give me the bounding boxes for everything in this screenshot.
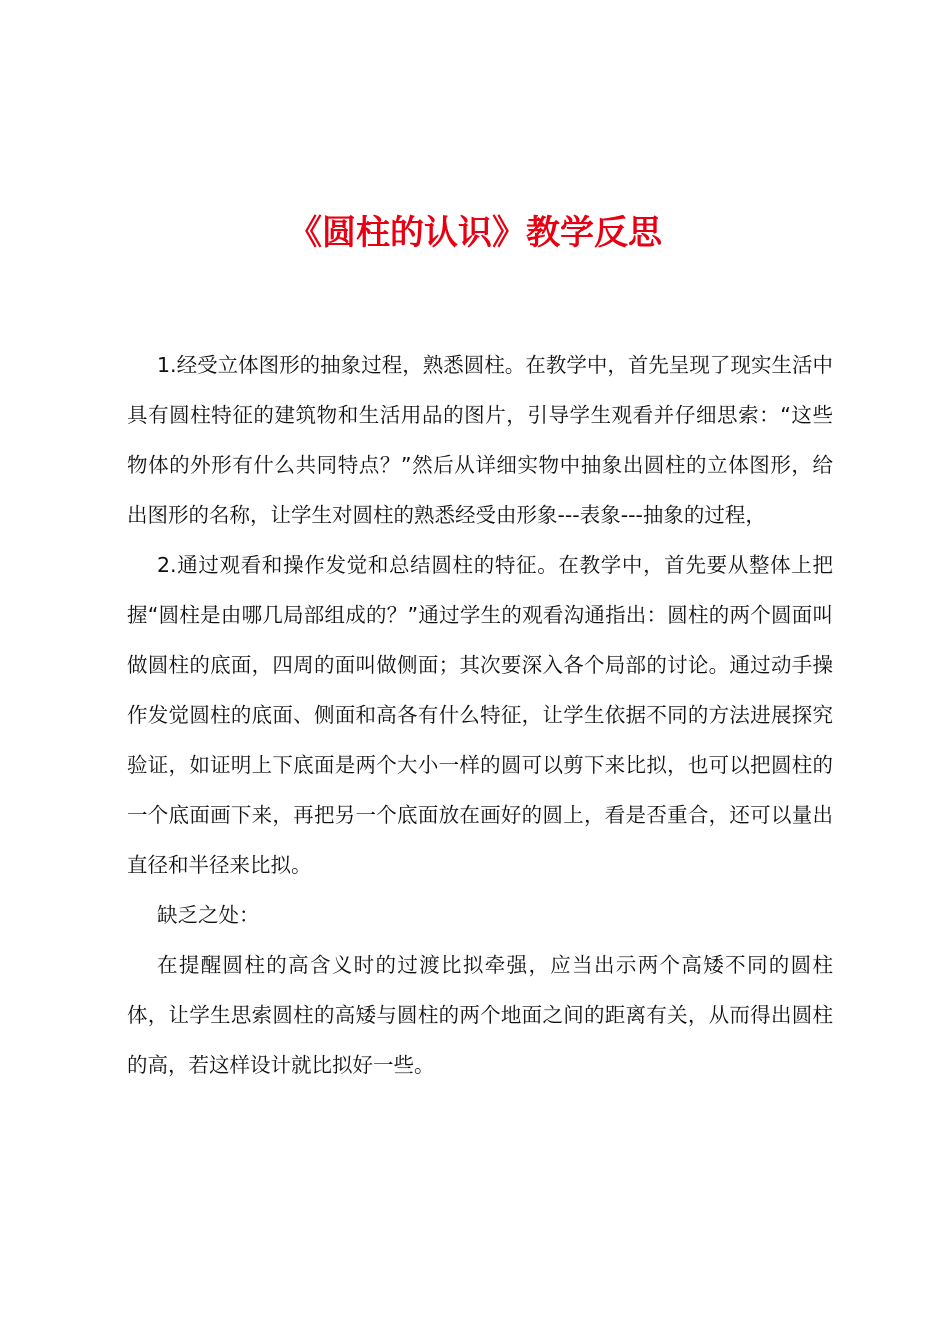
paragraph-shortcomings-heading: 缺乏之处： [157,903,260,927]
paragraph-1: 1.经受立体图形的抽象过程，熟悉圆柱。在教学中，首先呈现了现实生活中具有圆柱特征的建筑物和生活用品的图片，引导学生观看并仔细思索：“这些物体的外形有什么共同特点？”然后从详细实物中抽象出圆柱的立体图形，给出图形的名称，让学生对圆柱的熟悉经受由形象---表象---抽象的过程， [127,353,833,527]
paragraph-2: 2.通过观看和操作发觉和总结圆柱的特征。在教学中，首先要从整体上把握“圆柱是由哪几局部组成的？”通过学生的观看沟通指出：圆柱的两个圆面叫做圆柱的底面，四周的面叫做侧面；其次要深入各个局部的讨论。通过动手操作发觉圆柱的底面、侧面和高各有什么特征，让学生依据不同的方法进展探究验证，如证明上下底面是两个大小一样的圆可以剪下来比拟，也可以把圆柱的一个底面画下来，再把另一个底面放在画好的圆上，看是否重合，还可以量出直径和半径来比拟。 [127,553,833,877]
document-body [127,340,833,1090]
paragraph-3: 在提醒圆柱的高含义时的过渡比拟牵强，应当出示两个高矮不同的圆柱体，让学生思索圆柱的高矮与圆柱的两个地面之间的距离有关，从而得出圆柱的高，若这样设计就比拟好一些。 [127,953,833,1077]
document-title: 《圆柱的认识》教学反思 [288,213,662,253]
